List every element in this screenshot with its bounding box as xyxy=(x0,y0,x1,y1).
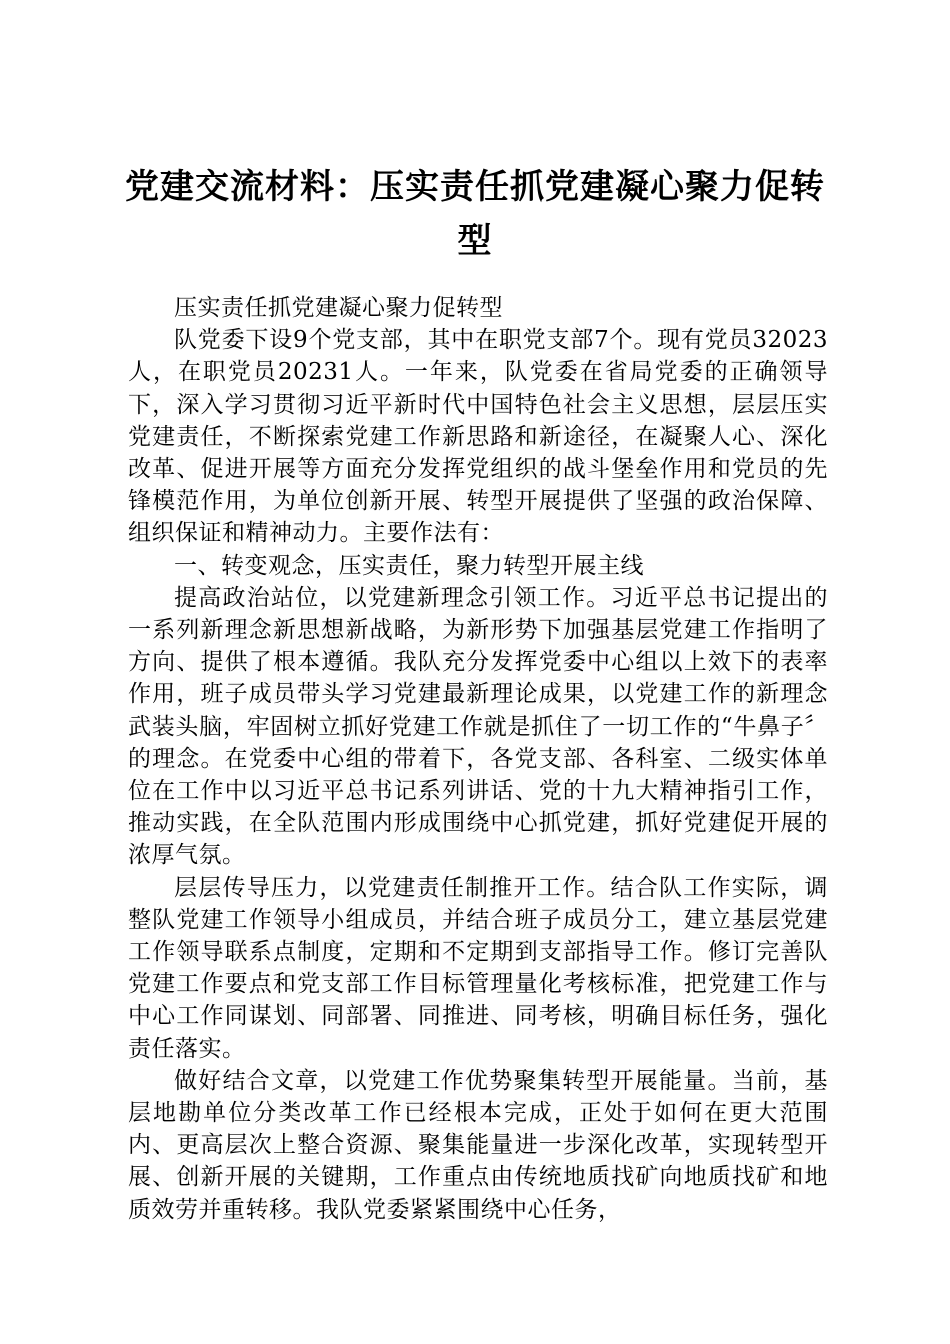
subtitle-paragraph: 压实责任抓党建凝心聚力促转型 xyxy=(174,295,503,321)
body-paragraph: 做好结合文章，以党建工作优势聚集转型开展能量。当前，基层地勘单位分类改革工作已经根本完成，正处于如何在更大范围内、更高层次上整合资源、聚集能量进一步深化改革，实现转型开展、创新开展的关键期，工作重点由传统地质找矿向地质找矿和地质效劳并重转移。我队党委紧紧围绕中心任务， xyxy=(128,1067,828,1223)
section-heading: 一、转变观念，压实责任，聚力转型开展主线 xyxy=(174,552,644,579)
body-paragraph: 层层传导压力，以党建责任制推开工作。结合队工作实际，调整队党建工作领导小组成员，并结合班子成员分工，建立基层党建工作领导联系点制度，定期和不定期到支部指导工作。修订完善队党建工作要点和党支部工作目标管理量化考核标准，把党建工作与中心工作同谋划、同部署、同推进、同考核，明确目标任务，强化责任落实。 xyxy=(128,874,828,1062)
body-paragraph: 队党委下设9个党支部，其中在职党支部7个。现有党员32023人，在职党员20231人。一年来，队党委在省局党委的正确领导下，深入学习贯彻习近平新时代中国特色社会主义思想，层层压实党建责任，不断探索党建工作新思路和新途径，在凝聚人心、深化改革、促进开展等方面充分发挥党组织的战斗堡垒作用和党员的先锋模范作用，为单位创新开展、转型开展提供了坚强的政治保障、组织保证和精神动力。主要作法有： xyxy=(128,327,828,547)
body-paragraph: 提高政治站位，以党建新理念引领工作。习近平总书记提出的一系列新理念新思想新战略，为新形势下加强基层党建工作指明了方向、提供了根本遵循。我队充分发挥党委中心组以上效下的表率作用，班子成员带头学习党建最新理论成果，以党建工作的新理念武装头脑，牢固树立抓好党建工作就是抓住了一切工作的“牛鼻子〞的理念。在党委中心组的带着下，各党支部、各科室、二级实体单位在工作中以习近平总书记系列讲话、党的十九大精神指引工作，推动实践，在全队范围内形成围绕中心抓党建，抓好党建促开展的浓厚气氛。 xyxy=(128,584,828,869)
document-title: 党建交流材料：压实责任抓党建凝心聚力促转型 xyxy=(125,167,825,261)
document-body xyxy=(128,292,828,1226)
